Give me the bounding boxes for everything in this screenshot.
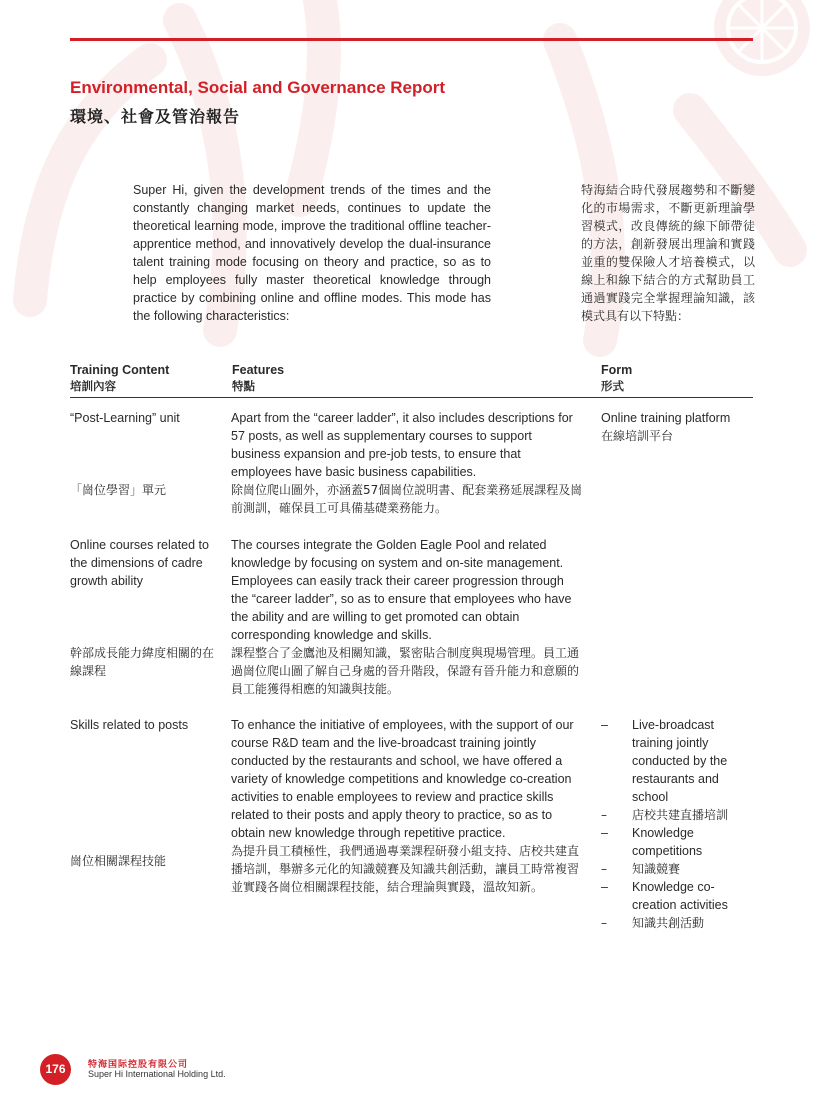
form-zh: 在線培訓平台 — [601, 429, 674, 443]
list-item: – Knowledge co-creation activities — [601, 878, 753, 914]
row-features-cell — [231, 716, 583, 896]
report-title-en: Environmental, Social and Governance Report — [70, 78, 446, 97]
report-title-zh: 環境、社會及管治報告 — [70, 107, 241, 126]
list-item: – Knowledge competitions — [601, 824, 753, 860]
header-label-zh: 特點 — [232, 379, 255, 393]
row-form-cell — [601, 716, 753, 932]
content-zh: 崗位相關課程技能 — [70, 854, 167, 868]
features-zh: 課程整合了金鷹池及相關知識，緊密貼合制度與現場管理。員工通過崗位爬山圖了解自己身處的晉升階段，保證有晉升能力和意願的員工能獲得相應的知識與技能。 — [231, 646, 580, 696]
training-table — [70, 360, 753, 930]
header-label-zh: 形式 — [601, 379, 624, 393]
row-content-cell — [70, 716, 220, 870]
header-label-en: Training Content — [70, 363, 170, 377]
page-number: 176 — [40, 1054, 71, 1085]
header-features — [232, 362, 284, 394]
row-features-cell — [231, 536, 583, 698]
list-item: – 知識共創活動 — [601, 914, 753, 932]
list-item: – Live-broadcast training jointly conducted by the restaurants and school — [601, 716, 753, 806]
content-en: Online courses related to the dimensions of cadre growth ability — [70, 538, 209, 588]
header-label-en: Features — [232, 363, 285, 377]
intro-paragraph-zh: 特海結合時代發展趨勢和不斷變化的市場需求，不斷更新理論學習模式，改良傳統的線下師帶徒的方法，創新發展出理論和實踐並重的雙保險人才培養模式，以線上和線下結合的方式幫助員工通過實踐完全掌握理論知識，該模式具有以下特點： — [581, 183, 755, 323]
row-content-cell — [70, 409, 220, 499]
header-label-en: Form — [601, 363, 633, 377]
row-content-cell — [70, 536, 220, 680]
header-label-zh: 培訓內容 — [70, 379, 116, 393]
features-zh: 為提升員工積極性，我們通過專業課程研發小組支持、店校共建直播培訓，舉辦多元化的知識競賽及知識共創活動，讓員工時常複習並實踐各崗位相關課程技能，結合理論與實踐，溫故知新。 — [231, 844, 580, 894]
company-name-zh: 特海国际控股有限公司 — [88, 1060, 189, 1070]
intro-paragraph-en: Super Hi, given the development trends of the times and the constantly changing market needs, continues to update the theoretical learning mode, improve the traditional offline teacher-apprentice method, and innovatively develop the dual-insurance talent training mode focusing on theory and practice, so as to help employees fully master theoretical knowledge through practice by combining online and offline modes. This mode has the following characteristics: — [133, 183, 491, 323]
content-en: “Post-Learning” unit — [70, 411, 180, 425]
row-form-cell — [601, 409, 753, 445]
header-training-content — [70, 362, 169, 394]
company-name-en: Super Hi International Holding Ltd. — [88, 1069, 226, 1079]
content-zh: 「崗位學習」單元 — [70, 483, 167, 497]
table-header — [70, 360, 753, 398]
features-en: The courses integrate the Golden Eagle Pool and related knowledge by focusing on system and on-site management. Employees can easily track their career progression through the “career ladder”, so as to ensure that employees who have the ability and are willing to get promoted can obtain corresponding knowledge and skills. — [231, 538, 572, 642]
features-en: Apart from the “career ladder”, it also includes descriptions for 57 posts, as well as supplementary courses to support business expansion and pre-job tests, to ensure that employees have basic business capabilities. — [231, 411, 573, 479]
list-item: – 店校共建直播培訓 — [601, 806, 753, 824]
content-en: Skills related to posts — [70, 718, 189, 732]
content-zh: 幹部成長能力緯度相關的在線課程 — [70, 646, 215, 678]
form-list — [601, 716, 753, 932]
form-en: Online training platform — [601, 411, 731, 425]
list-item: – 知識競賽 — [601, 860, 753, 878]
row-features-cell — [231, 409, 583, 517]
features-zh: 除崗位爬山圖外，亦涵蓋57個崗位説明書、配套業務延展課程及崗前測訓，確保員工可具備基礎業務能力。 — [231, 483, 583, 515]
features-en: To enhance the initiative of employees, with the support of our course R&D team and the live-broadcast training jointly conducted by the restaurants and school, we have offered a variety of knowledge competitions and knowledge co-creation activities to enable employees to review and practice skills related to their posts and apply theory to practice, so as to obtain new knowledge through repetitive practice. — [231, 718, 574, 840]
header-form — [601, 362, 632, 394]
top-rule — [70, 38, 753, 41]
